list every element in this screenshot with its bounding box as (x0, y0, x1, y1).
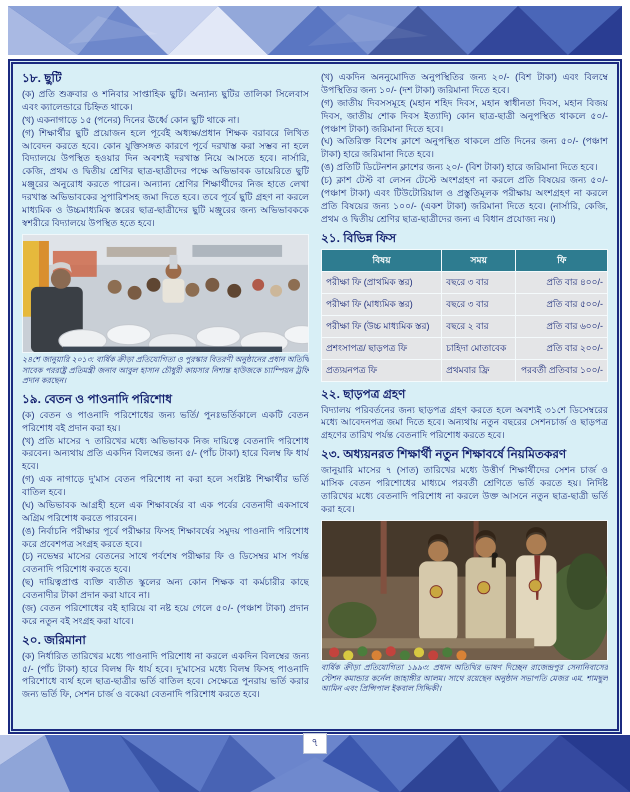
section-19-item-g: (ছ) দায়িত্বপ্রাপ্ত ব্যক্তি ব্যতীত স্কুলের অন্য কোন শিক্ষক বা কর্মচারীর কাছে বেতনাদীর টাকা প্রদান করা যাবে না। (22, 577, 309, 600)
fees-header-fee: ফি (516, 249, 608, 271)
page-number: ৭ (303, 733, 327, 754)
fee-time: চাহিদা মোতাবেক (442, 337, 516, 359)
section-21-heading: ২১. বিভিন্ন ফিস (321, 230, 397, 245)
award-ceremony-image (22, 234, 309, 354)
fee-time: প্রথমবার ফ্রি (442, 359, 516, 381)
fees-table-row (322, 271, 608, 293)
section-22-heading: ২২. ছাড়পত্র গ্রহণ (321, 386, 406, 401)
section-19-item-b: (খ) প্রতি মাসের ৭ তারিখের মধ্যে অভিভাবক নিজ দায়িত্বে বেতনাদি পরিশোধ করবেন। অন্যথায় প্রতি একদিন বিলম্বের জন্য ৫/- (পাঁচ টাকা) হারে বিলম্ব ফি ধার্য হবে। (22, 435, 309, 472)
fees-table-row (322, 337, 608, 359)
section-18-item-b: (খ) একনাগাড়ে ১৫ (পনের) দিনের ঊর্ধ্বে কোন ছুটি থাকে না। (22, 114, 240, 125)
section-20-item-d: (ঘ) অতিরিক্ত বিশেষ ক্লাশে অনুপস্থিত থাকলে প্রতি দিনের জন্য ৫০/- (পঞ্চাশ টাকা) হারে জরিমানা দিতে হবে। (321, 136, 608, 160)
section-19-heading: ১৯. বেতন ও পাওনাদি পরিশোধ (22, 391, 172, 406)
header-pattern (8, 6, 622, 55)
section-20-heading: ২০. জরিমানা (22, 632, 86, 647)
photo-award-ceremony (22, 234, 309, 387)
fee-time: বছরে ৩ বার (442, 271, 516, 293)
fees-table-header-row (322, 249, 608, 271)
fees-header-time: সময় (442, 249, 516, 271)
column-left (22, 71, 309, 724)
fee-amount: পরবর্তী প্রতিবার ১০০/- (516, 359, 608, 381)
fee-amount: প্রতি বার ৫০০/- (516, 293, 608, 315)
section-22-body: বিদ্যালয় পরিবর্তনের জন্য ছাড়পত্র গ্রহণ করতে হলে অবশ্যই ৩১শে ডিসেম্বরের মধ্যে আবেদনপত্র জমা দিতে হবে। অন্যথায় নতুন বছরের সেশনচার্জ ও ছাড়পত্র গ্রহণের তারিখ পর্যন্ত বেতনাদি পরিশোধ করতে হবে। (321, 404, 608, 441)
fee-amount: প্রতি বার ৪০০/- (516, 271, 608, 293)
fee-time: বছরে ৩ বার (442, 293, 516, 315)
content-frame (8, 59, 622, 734)
photo-award-ceremony-caption: ২৪শে জানুয়ারি ২০১৩: বার্ষিক ক্রীড়া প্রতিযোগিতা ও পুরস্কার বিতরণী অনুষ্ঠানের প্রধান অতিথি সাবেক পররাষ্ট্র প্রতিমন্ত্রী জনাব আবুল হাসান চৌধুরী কায়সার নিশান্ত হাউজকে চ্যাম্পিয়ন ট্রফি প্রদান করছেন। (22, 355, 309, 386)
photo-speech-1993 (321, 520, 608, 695)
section-19-item-e: (ঙ) নির্বাচনি পরীক্ষার পূর্বে পরীক্ষার ফিসহ শিক্ষাবর্ষের সমুদয় পাওনাদি পরিশোধ করে প্রবেশপত্র সংগ্রহ করতে হবে। (22, 525, 309, 549)
section-19-item-d: (ঘ) অভিভাবক আগ্রহী হলে এক শিক্ষাবর্ষের বা এক পর্বের বেতনাদী একসাথে অগ্রিম পরিশোধ করতে পারবেন। (22, 499, 309, 523)
section-19-item-f: (চ) নভেম্বর মাসের বেতনের সাথে পর্বশেষ পরীক্ষার ফি ও ডিসেম্বর মাস পর্যন্ত বেতনাদি পরিশোধ করতে হবে। (22, 551, 309, 575)
fee-subject: প্রত্যয়নপত্র ফি (322, 359, 442, 381)
fee-time: বছরে ২ বার (442, 315, 516, 337)
fees-table-row (322, 359, 608, 381)
fees-table (321, 249, 608, 382)
fees-header-subject: বিষয় (322, 249, 442, 271)
fees-table-row (322, 293, 608, 315)
section-18-heading: ১৮. ছুটি (22, 71, 62, 85)
fee-subject: পরীক্ষা ফি (উচ্চ মাধ্যমিক স্তর) (322, 315, 442, 337)
section-19-item-c: (গ) এক নাগাড়ে দু’মাস বেতন পরিশোধ না করা হলে সংশ্লিষ্ট শিক্ষার্থীর ভর্তি বাতিল হবে। (22, 474, 309, 497)
column-right (321, 71, 608, 724)
section-18-item-c: (গ) শিক্ষার্থীর ছুটি প্রয়োজন হলে পূর্বেই অধ্যক্ষ/প্রধান শিক্ষক বরাবরে লিখিত আবেদন করতে হবে। কোন যুক্তিসঙ্গত কারণে পূর্বে দরখাস্ত করা সম্ভব না হলে বিদ্যালয়ে উপস্থিত হওয়ার দিন অবশ্যই দরখাস্ত নিয়ে আসতে হবে। নার্সারি, কেজি, প্রথম ও দ্বিতীয় শ্রেণির ছাত্র-ছাত্রীদের পক্ষে অভিভাবক ডায়েরিতে ছুটি মঞ্জুরের অনুরোধ করতে পারেন। অন্যান্য শ্রেণির শিক্ষার্থীদের নিজ হাতে লেখা দরখাস্ত অভিভাবকের সুপারিশসহ জমা দিতে হবে। তবে পূর্বে ছুটি গ্রহণ না করলে মাধ্যমিক ও উচ্চমাধ্যমিক স্তরের ছাত্র-ছাত্রীদের ছুটি মঞ্জুরের জন্য অভিভাবককে স্বশরীরে বিদ্যালয়ে উপস্থিত হতে হবে। (22, 127, 309, 228)
fee-amount: প্রতি বার ৬০০/- (516, 315, 608, 337)
section-20-item-a: (ক) নির্ধারিত তারিখের মধ্যে পাওনাদি পরিশোধ না করলে একদিন বিলম্বের জন্য ৫/- (পাঁচ টাকা) হারে বিলম্ব ফি ধার্য হবে। দু’মাসের মধ্যে বিলম্ব ফিসহ পাওনাদি পরিশোধে ব্যর্থ হলে ছাত্র-ছাত্রীর ভর্তি বাতিল হবে। সেক্ষেত্রে পুনরায় ভর্তি করার জন্য ভর্তি ফি, সেশন চার্জ ও বকেয়া বেতনাদি পরিশোধ করতে হবে। (22, 650, 309, 700)
section-20-item-b: (খ) একদিন অননুমোদিত অনুপস্থিতির জন্য ২০/- (বিশ টাকা) এবং বিলম্বে উপস্থিতির জন্য ১০/- (দশ টাকা) জরিমানা দিতে হবে। (321, 72, 608, 95)
fee-subject: পরীক্ষা ফি (প্রাথমিক স্তর) (322, 271, 442, 293)
fee-subject: প্রশংসাপত্র/ ছাড়পত্র ফি (322, 337, 442, 359)
section-20-item-f: (চ) ক্লাশ টেস্ট বা লেসন টেস্টে অংশগ্রহণ না করলে প্রতি বিষয়ের জন্য ৫০/- (পঞ্চাশ টাকা) এবং টিউটোরিয়াল ও প্রস্তুতিমূলক পরীক্ষায় অংশগ্রহণ না করলে প্রতি বিষয়ের জন্য ১০০/- (একশ টাকা) জরিমানা দিতে হবে। (নার্সারি, কেজি, প্রথম ও দ্বিতীয় শ্রেণির ছাত্র-ছাত্রীদের জন্য এ বিধান প্রযোজ্য নয়।) (321, 175, 608, 224)
fee-amount: প্রতি বার ২০০/- (516, 337, 608, 359)
fees-table-row (322, 315, 608, 337)
speech-1993-image (321, 520, 608, 661)
section-23-heading: ২৩. অধ্যয়নরত শিক্ষার্থী নতুন শিক্ষাবর্ষে নিয়মিতকরণ (321, 447, 567, 462)
section-19-item-a: (ক) বেতন ও পাওনাদি পরিশোধের জন্য ভর্তি/ পুনঃভর্তিকালে একটি বেতন পরিশোধ বই প্রদান করা হয়। (22, 409, 309, 433)
fee-subject: পরীক্ষা ফি (মাধ্যমিক স্তর) (322, 293, 442, 315)
header-decoration (8, 6, 622, 55)
section-20-item-c: (গ) জাতীয় দিবসসমূহে (মহান শহিদ দিবস, মহান স্বাধীনতা দিবস, মহান বিজয় দিবস, জাতীয় শোক দিবস ইত্যাদি) কোন ছাত্র-ছাত্রী অনুপস্থিত থাকলে ৫০/- (পঞ্চাশ টাকা) জরিমানা দিতে হবে। (321, 97, 608, 134)
photo-speech-1993-caption: বার্ষিক ক্রীড়া প্রতিযোগিতা ১৯৯৩: প্রধান অতিথির ভাষণ দিচ্ছেন রাজেন্দ্রপুর সেনানিবাসের স্টেশন কমান্ডার কর্নেল জাহাঙ্গীর আলম। সাথে রয়েছেন অনুষ্ঠান সভাপতি মেজর এম. শামছুল আমিন এবং প্রিন্সিপাল ইকবাল সিদ্দিকী। (321, 663, 608, 694)
page-content (13, 64, 617, 729)
section-19-item-h: (জ) বেতন পরিশোধের বই হারিয়ে বা নষ্ট হয়ে গেলে ৫০/- (পঞ্চাশ টাকা) প্রদান করে নতুন বই সংগ্রহ করা যাবে। (22, 602, 309, 626)
section-18-item-a: (ক) প্রতি শুক্রবার ও শনিবার সাপ্তাহিক ছুটি। অন্যান্য ছুটির তালিকা সিলেবাস এবং ক্যালেন্ডারে চিহ্নিত থাকে। (22, 89, 309, 112)
section-23-body: জানুয়ারি মাসের ৭ (সাত) তারিখের মধ্যে উত্তীর্ণ শিক্ষার্থীদের সেশন চার্জ ও মাসিক বেতন পরিশোধের মাধ্যমে পরবর্তী শ্রেণিতে ভর্তি করতে হয়। নির্দিষ্ট তারিখের মধ্যে বেতনাদি পরিশোধ না করলে উক্ত আসনে নতুন ছাত্র-ছাত্রী ভর্তি করা হবে। (321, 465, 608, 514)
section-20-item-e: (ঙ) প্রতিটি ডিটেনশন ক্লাশের জন্য ২০/- (বিশ টাকা) হারে জরিমানা দিতে হবে। (321, 162, 598, 173)
